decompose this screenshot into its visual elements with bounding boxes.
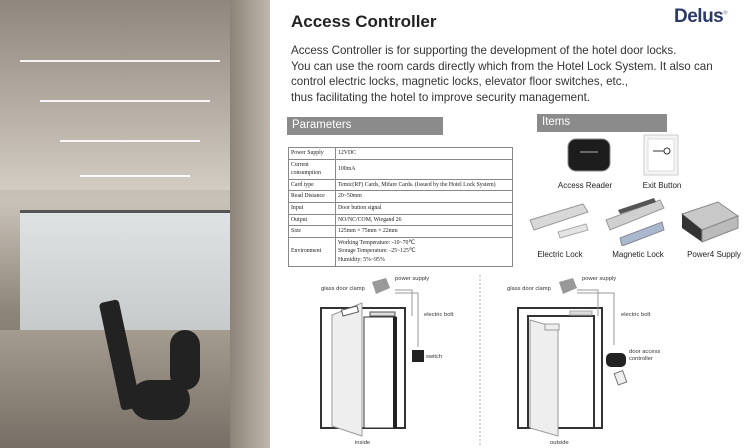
label-electric-bolt: electric bolt (621, 312, 651, 318)
param-name: Power Supply (289, 148, 336, 160)
param-value (336, 159, 513, 179)
param-value (336, 191, 513, 203)
param-value (336, 148, 513, 160)
param-value-line: 125mm × 75mm × 22mm (338, 228, 398, 235)
param-name: Current consumption (289, 159, 336, 179)
parameters-heading: Parameters (287, 117, 443, 135)
param-value-line: Working Temperature: -10~70℃ (338, 239, 415, 246)
param-name: Card type (289, 179, 336, 191)
description (291, 43, 741, 105)
items-heading: Items (537, 114, 667, 132)
brand-text: Delus (674, 6, 724, 27)
power-supply-image (678, 200, 740, 244)
table-row (289, 179, 513, 191)
item-label: Access Reader (557, 181, 613, 190)
label-glass-door-clamp: glass door clamp (321, 286, 365, 292)
item-label: Exit Button (642, 181, 682, 190)
table-row (289, 237, 513, 266)
label-power-supply: power supply (395, 276, 430, 282)
outside-diagram (518, 278, 627, 436)
magnetic-lock-image (604, 198, 666, 246)
table-row (289, 226, 513, 238)
description-line: control electric locks, magnetic locks, elevator floor switches, etc., (291, 75, 628, 88)
param-value-line: NO/NC/COM, Wiegand 26 (338, 216, 402, 223)
wiring-diagrams (280, 270, 750, 448)
param-value-line: 20~50mm (338, 193, 362, 200)
param-name: Size (289, 226, 336, 238)
caption-inside: inside (355, 440, 371, 446)
brand-logo: Delus® (674, 6, 728, 27)
label-power-supply: power supply (582, 276, 617, 282)
item-label: Power4 Supply (687, 250, 741, 259)
label-glass-door-clamp: glass door clamp (507, 286, 551, 292)
access-reader-image (566, 137, 612, 173)
table-row (289, 148, 513, 160)
parameters-table (288, 147, 513, 267)
param-name: Read Distance (289, 191, 336, 203)
page-title: Access Controller (291, 12, 437, 31)
description-line: You can use the room cards directly which from the Hotel Lock System. It also can (291, 59, 713, 73)
table-row (289, 214, 513, 226)
description-line: Access Controller is for supporting the development of the hotel door locks. (291, 44, 677, 57)
param-value-line: Door button signal (338, 204, 382, 211)
item-label: Magnetic Lock (612, 250, 664, 259)
param-value (336, 202, 513, 214)
param-value-line: Storage Temperature: -25~125℃ (338, 248, 416, 255)
param-value-line: 12VDC (338, 150, 357, 156)
table-row (289, 159, 513, 179)
param-value (336, 214, 513, 226)
param-value-line: Humidity: 5%~95% (338, 256, 385, 263)
description-line: thus facilitating the hotel to improve security management. (291, 90, 591, 104)
label-switch: switch (426, 354, 443, 360)
exit-button-image (643, 134, 679, 176)
label-electric-bolt: electric bolt (424, 312, 454, 318)
param-value (336, 237, 513, 266)
param-name: Output (289, 214, 336, 226)
table-row (289, 191, 513, 203)
label-door-access-controller: door access controller (629, 349, 661, 362)
param-name: Environment (289, 237, 336, 266)
gym-interior-photo (0, 0, 270, 448)
param-value (336, 226, 513, 238)
electric-lock-image (528, 200, 590, 240)
caption-outside: outside (550, 440, 569, 446)
param-name: Input (289, 202, 336, 214)
item-label: Electric Lock (537, 250, 583, 259)
param-value-line: 100mA (338, 165, 356, 172)
table-row (289, 202, 513, 214)
inside-diagram (321, 278, 424, 436)
param-value-line: Temic(RF) Cards, Mifare Cards. (Issued by the Hotel Lock System) (338, 181, 496, 188)
param-value (336, 179, 513, 191)
